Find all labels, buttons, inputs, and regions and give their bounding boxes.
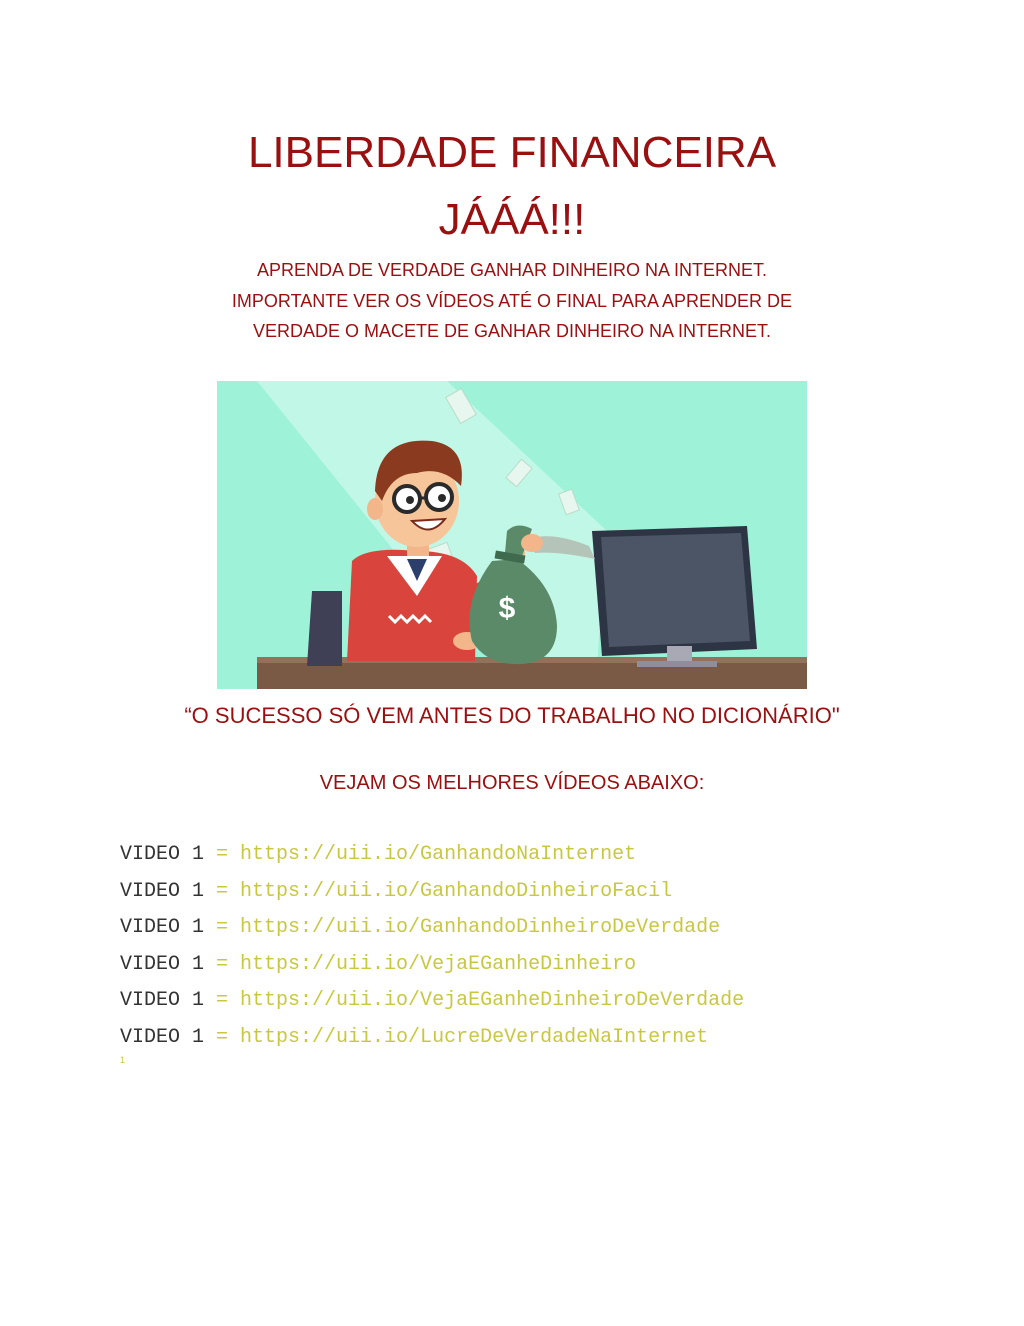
- page-title-line-1: LIBERDADE FINANCEIRA: [247, 128, 777, 177]
- quote-text: “O SUCESSO SÓ VEM ANTES DO TRABALHO NO DICIONÁRIO": [184, 703, 840, 728]
- monitor-icon: [592, 526, 757, 667]
- equals-separator: =: [204, 843, 241, 866]
- video-label: VIDEO 1: [120, 843, 205, 866]
- subtitle-line-1: APRENDA DE VERDADE GANHAR DINHEIRO NA INTERNET.: [256, 260, 768, 280]
- video-row: [120, 1026, 980, 1063]
- video-row: [120, 843, 980, 880]
- equals-separator: =: [204, 916, 241, 939]
- equals-separator: =: [204, 1025, 241, 1049]
- video-label: VIDEO 1: [120, 1025, 205, 1049]
- video-link[interactable]: https://uii.io/LucreDeVerdadeNaInternet: [240, 1025, 709, 1049]
- video-link[interactable]: https://uii.io/VejaEGanheDinheiro: [240, 952, 637, 976]
- video-link[interactable]: https://uii.io/VejaEGanheDinheiroDeVerdade: [240, 989, 745, 1012]
- videos-heading: VEJAM OS MELHORES VÍDEOS ABAIXO:: [319, 772, 705, 794]
- video-link[interactable]: https://uii.io/GanhandoNaInternet: [240, 843, 637, 866]
- video-label: VIDEO 1: [120, 989, 205, 1012]
- equals-separator: =: [204, 879, 241, 903]
- equals-separator: =: [204, 989, 241, 1012]
- video-link[interactable]: https://uii.io/GanhandoDinheiroDeVerdade: [240, 916, 721, 939]
- video-label: VIDEO 1: [120, 879, 205, 903]
- chair: [307, 591, 342, 666]
- dollar-sign-text: $: [498, 592, 516, 625]
- video-row: [120, 989, 980, 1026]
- video-link-list: [120, 843, 980, 1062]
- page-title-line-2: JÁÁÁ!!!: [438, 195, 586, 244]
- video-label: VIDEO 1: [120, 916, 205, 939]
- video-label: VIDEO 1: [120, 952, 205, 976]
- equals-separator: =: [204, 952, 241, 976]
- footnote-marker: 1: [120, 1055, 126, 1065]
- video-row: [120, 916, 980, 953]
- video-row: [120, 953, 980, 990]
- money-computer-illustration: [217, 381, 807, 689]
- subtitle-line-3: VERDADE O MACETE DE GANHAR DINHEIRO NA INTERNET.: [252, 321, 772, 341]
- video-row: [120, 880, 980, 917]
- video-link[interactable]: https://uii.io/GanhandoDinheiroFacil: [240, 879, 673, 903]
- subtitle-line-2: IMPORTANTE VER OS VÍDEOS ATÉ O FINAL PARA APRENDER DE: [231, 291, 793, 311]
